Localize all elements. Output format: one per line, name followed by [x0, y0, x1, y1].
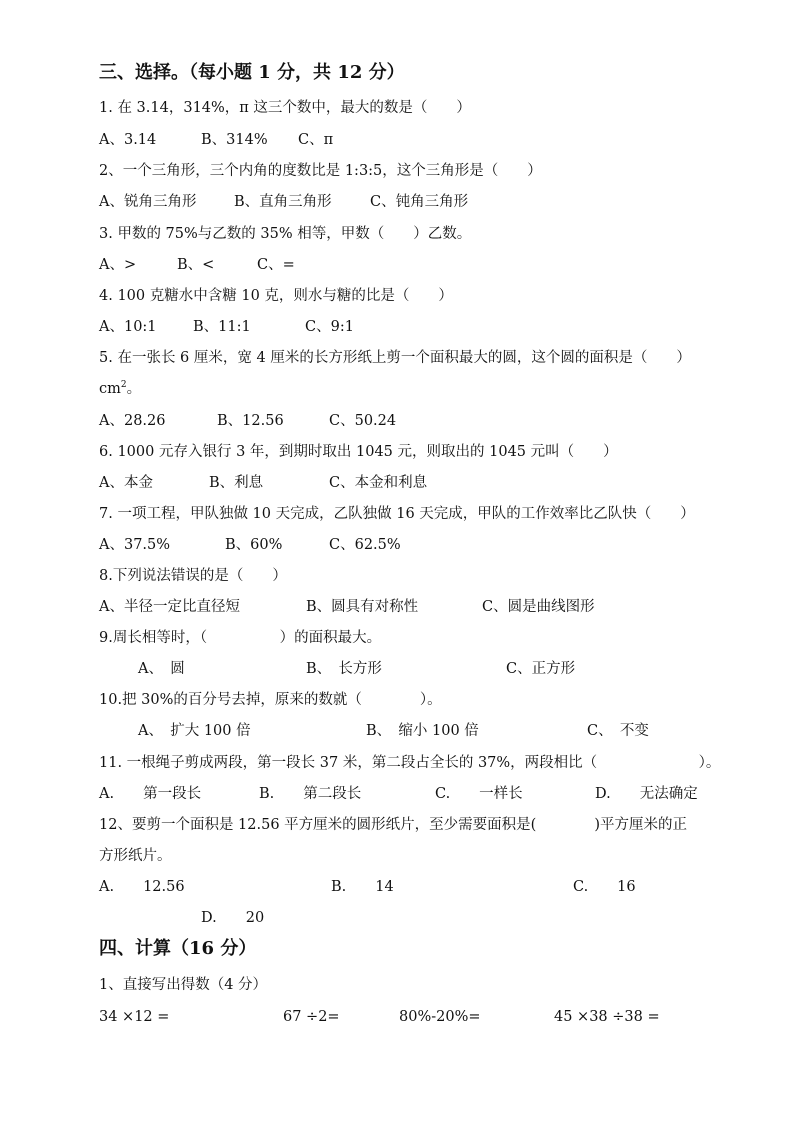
question-12: 12、要剪一个面积是 12.56 平方厘米的圆形纸片，至少需要面积是( )平方厘米的正	[99, 817, 687, 833]
calc-4: 45 ×38 ÷38 =	[554, 1009, 660, 1025]
calc-2: 67 ÷2=	[283, 1009, 340, 1025]
q5-end: 。	[126, 381, 142, 397]
q12-option-b: B. 14	[331, 879, 394, 895]
question-11: 11. 一根绳子剪成两段，第一段长 37 米，第二段占全长的 37%，两段相比（ ）。	[99, 755, 721, 771]
q4-option-a: A、10:1	[99, 319, 157, 335]
q1-option-a: A、3.14	[99, 132, 157, 148]
q5-option-a: A、28.26	[99, 413, 166, 429]
q9-option-b: B、 长方形	[306, 661, 382, 677]
question-6: 6. 1000 元存入银行 3 年，到期时取出 1045 元，则取出的 1045 元叫（ ）	[99, 444, 618, 460]
q10-option-a: A、 扩大 100 倍	[138, 723, 251, 739]
q6-option-c: C、本金和利息	[329, 475, 428, 491]
q9-option-a: A、 圆	[138, 661, 185, 677]
q10-option-c: C、 不变	[587, 723, 649, 739]
question-1: 1. 在 3.14，314%，π 这三个数中，最大的数是（ ）	[99, 100, 471, 116]
q12-option-c: C. 16	[573, 879, 636, 895]
q7-option-c: C、62.5%	[329, 537, 401, 553]
question-12-continued: 方形纸片。	[99, 848, 172, 864]
q11-option-b: B. 第二段长	[259, 786, 362, 802]
q6-option-a: A、本金	[99, 475, 153, 491]
question-7: 7. 一项工程，甲队独做 10 天完成，乙队独做 16 天完成，甲队的工作效率比乙队快（ ）	[99, 506, 695, 522]
q1-option-c: C、π	[298, 132, 334, 148]
q2-option-c: C、钝角三角形	[370, 194, 469, 210]
q8-option-a: A、半径一定比直径短	[99, 599, 240, 615]
question-5: 5. 在一张长 6 厘米，宽 4 厘米的长方形纸上剪一个面积最大的圆，这个圆的面积是（ ）	[99, 350, 691, 366]
q11-option-d: D. 无法确定	[595, 786, 698, 802]
q7-option-a: A、37.5%	[99, 537, 171, 553]
question-9: 9.周长相等时，（ ）的面积最大。	[99, 630, 382, 646]
q12-option-a: A. 12.56	[99, 879, 185, 895]
q9-option-c: C、正方形	[506, 661, 576, 677]
section-4-title: 四、计算（16 分）	[99, 938, 257, 959]
q11-option-c: C. 一样长	[435, 786, 523, 802]
question-8: 8.下列说法错误的是（ ）	[99, 568, 287, 584]
q3-option-a: A、>	[99, 257, 137, 273]
question-10: 10.把 30%的百分号去掉，原来的数就（ ）。	[99, 692, 442, 708]
calc-3: 80%-20%=	[399, 1009, 481, 1025]
q4-option-c: C、9:1	[305, 319, 354, 335]
calc-1: 34 ×12 =	[99, 1009, 170, 1025]
q7-option-b: B、60%	[225, 537, 283, 553]
q10-option-b: B、 缩小 100 倍	[366, 723, 479, 739]
q8-option-b: B、圆具有对称性	[306, 599, 419, 615]
q6-option-b: B、利息	[209, 475, 264, 491]
question-4: 4. 100 克糖水中含糖 10 克，则水与糖的比是（ ）	[99, 288, 453, 304]
question-2: 2、一个三角形，三个内角的度数比是 1:3:5，这个三角形是（ ）	[99, 163, 542, 179]
q5-unit-exponent: 2	[120, 380, 127, 391]
q5-option-b: B、12.56	[217, 413, 284, 429]
q3-option-c: C、=	[257, 257, 295, 273]
q5-unit: cm	[99, 381, 121, 397]
q2-option-b: B、直角三角形	[234, 194, 332, 210]
q1-option-b: B、314%	[201, 132, 268, 148]
section-4-sub1: 1、直接写出得数（4 分）	[99, 977, 268, 993]
q8-option-c: C、圆是曲线图形	[482, 599, 595, 615]
q12-option-d: D. 20	[201, 910, 265, 926]
section-3-title: 三、选择。（每小题 1 分，共 12 分）	[99, 62, 405, 83]
q11-option-a: A. 第一段长	[99, 786, 202, 802]
question-5-continued	[99, 379, 141, 399]
q3-option-b: B、<	[177, 257, 215, 273]
q5-option-c: C、50.24	[329, 413, 397, 429]
q4-option-b: B、11:1	[193, 319, 251, 335]
q2-option-a: A、锐角三角形	[99, 194, 197, 210]
question-3: 3. 甲数的 75%与乙数的 35% 相等，甲数（ ）乙数。	[99, 226, 472, 242]
